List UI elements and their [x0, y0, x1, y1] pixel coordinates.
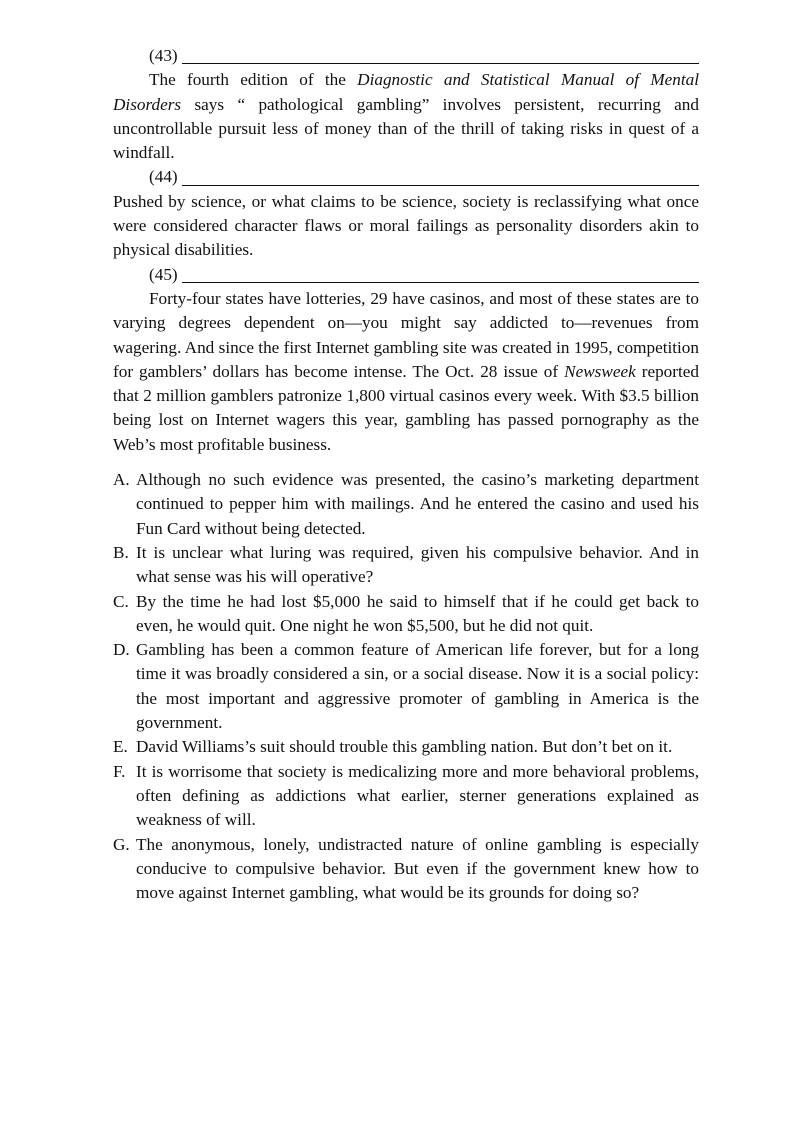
option-a	[113, 468, 699, 541]
option-letter: F.	[113, 761, 126, 781]
paragraph-text: reported that 2 million gamblers patronize 1,800 virtual casinos every week. With $3.5 billion being lost on Internet wagers this year, gambling has passed pornography as the Web’s most profitable business.	[113, 361, 699, 454]
blank-number: (45)	[149, 264, 178, 284]
option-text: It is unclear what luring was required, given his compulsive behavior. And in what sense was his will operative?	[136, 542, 699, 587]
option-f	[113, 760, 699, 833]
paragraph-text: The fourth edition of the	[149, 70, 358, 90]
option-g	[113, 833, 699, 906]
option-letter: A.	[113, 470, 130, 490]
option-b	[113, 541, 699, 590]
blank-rule	[182, 185, 699, 186]
blank-number: (43)	[149, 46, 178, 65]
option-d	[113, 638, 699, 735]
option-letter: B.	[113, 542, 129, 562]
option-text: By the time he had lost $5,000 he said to himself that if he could get back to even, he would quit. One night he won $5,500, but he did not quit.	[136, 591, 699, 635]
option-text: Gambling has been a common feature of American life forever, but for a long time it was broadly considered a sin, or a social disease. Now it is a social policy: the most important and aggressive promoter of gambling in America is the government.	[136, 640, 699, 733]
option-e	[113, 735, 699, 759]
option-c	[113, 590, 699, 639]
blank-number: (44)	[149, 167, 178, 187]
paragraph-text: says “ pathological gambling” involves persistent, recurring and uncontrollable pursuit less of money than of the thrill of taking risks in quest of a windfall.	[113, 94, 699, 163]
option-letter: G.	[113, 834, 130, 854]
option-text: The anonymous, lonely, undistracted nature of online gambling is especially conducive to compulsive behavior. But even if the government knew how to move against Internet gambling, what would be its grounds for doing so?	[136, 834, 699, 903]
answer-blank-44	[113, 165, 699, 189]
blank-rule	[182, 63, 699, 64]
option-letter: D.	[113, 640, 130, 660]
answer-blank-43	[113, 44, 699, 68]
paragraph-manual	[113, 68, 699, 165]
answer-blank-45	[113, 263, 699, 287]
paragraph-text: Forty-four states have lotteries, 29 have casinos, and most of these states are to varying degrees dependent on—you might say addicted to—revenues from wagering. And since the first Internet gambling site was created in 1995, competition for gamblers’ dollars has become intense. The Oct. 28 issue of	[113, 288, 699, 381]
question-content	[113, 44, 699, 905]
option-letter: C.	[113, 591, 129, 611]
option-list	[113, 468, 699, 905]
option-letter: E.	[113, 737, 128, 757]
option-text: Although no such evidence was presented, the casino’s marketing department continued to pepper him with mailings. And he entered the casino and used his Fun Card without being detected.	[136, 470, 699, 538]
paragraph-lotteries	[113, 287, 699, 457]
option-text: David Williams’s suit should trouble this gambling nation. But don’t bet on it.	[136, 737, 673, 757]
magazine-title: Newsweek	[564, 361, 636, 381]
option-text: It is worrisome that society is medicalizing more and more behavioral problems, often defining as addictions what earlier, sterner generations explained as weakness of will.	[136, 761, 699, 830]
paragraph-science: Pushed by science, or what claims to be science, society is reclassifying what once were considered character flaws or moral failings as personality disorders akin to physical disabilities.	[113, 191, 699, 260]
book-title: Diagnostic and Statistical Manual of Mental Disorders	[113, 70, 700, 114]
blank-rule	[182, 282, 699, 283]
